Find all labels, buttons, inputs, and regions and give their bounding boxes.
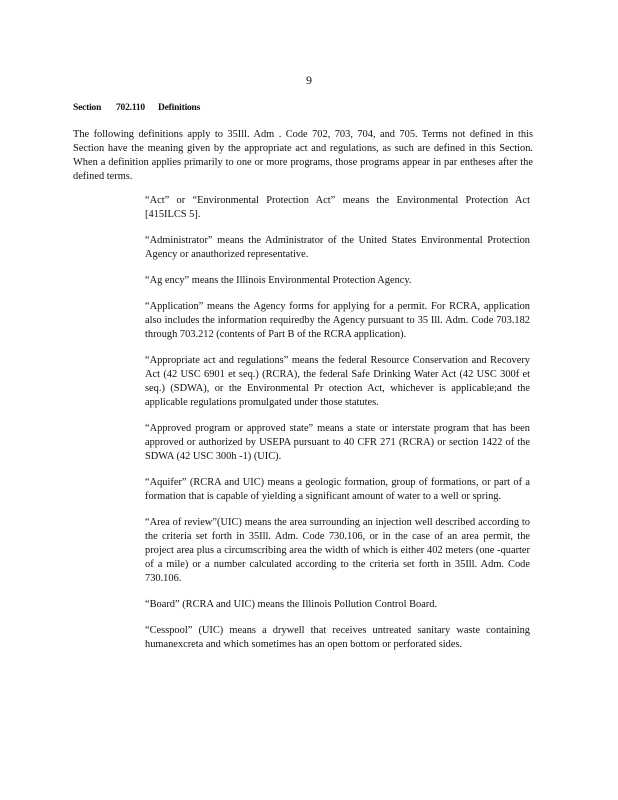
definition-cesspool: “Cesspool” (UIC) means a drywell that receives untreated sanitary waste containing humanexcreta and which sometimes has an open bottom or perforated sides. xyxy=(145,625,530,650)
page-number: 9 xyxy=(306,73,312,87)
definition-approved-program: “Approved program or approved state” means a state or interstate program that has been approved or authorized by USEPA pursuant to 40 CFR 271 (RCRA) or section 1422 of the SDWA (42 USC 300h -1) (UIC). xyxy=(145,423,530,462)
intro-paragraph: The following definitions apply to 35Ill. Adm . Code 702, 703, 704, and 705. Terms not defined in this Section have the meaning given by the appropriate act and regulations, as such are defined in this Section. When a definition applies primarily to one or more programs, those programs appear in par entheses after the defined terms. xyxy=(73,129,533,182)
definition-agency: “Ag ency” means the Illinois Environmental Protection Agency. xyxy=(145,275,412,286)
definition-area-of-review: “Area of review”(UIC) means the area surrounding an injection well described according to the criteria set forth in 35Ill. Adm. Code 730.106, or in the case of an area permit, the project area plus a circumscribing area the width of which is either 402 meters (one -quarter of a mile) or a number calculated according to the criteria set forth in 35Ill. Adm. Code 730.106. xyxy=(145,517,530,584)
section-heading xyxy=(73,103,200,113)
section-number: 702.110 xyxy=(116,103,145,113)
definition-appropriate-act: “Appropriate act and regulations” means the federal Resource Conservation and Recovery Act (42 USC 6901 et seq.) (RCRA), the federal Safe Drinking Water Act (42 USC 300f et seq.) (SDWA), or the Environmental Pr otection Act, whichever is applicable;and the applicable regulations promulgated under those statutes. xyxy=(145,355,530,408)
definition-board: “Board” (RCRA and UIC) means the Illinois Pollution Control Board. xyxy=(145,599,438,610)
definitions-list xyxy=(145,194,530,664)
definition-aquifer: “Aquifer” (RCRA and UIC) means a geologic formation, group of formations, or part of a formation that is capable of yielding a significant amount of water to a well or spring. xyxy=(145,477,530,502)
definition-act: “Act” or “Environmental Protection Act” means the Environmental Protection Act [415ILCS 5]. xyxy=(145,195,530,220)
definition-application: “Application” means the Agency forms for applying for a permit. For RCRA, application also includes the information requiredby the Agency pursuant to 35 Ill. Adm. Code 703.182 through 703.212 (contents of Part B of the RCRA application). xyxy=(145,301,530,340)
definition-administrator: “Administrator” means the Administrator of the United States Environmental Protection Agency or anauthorized representative. xyxy=(145,235,530,260)
section-label: Section xyxy=(73,103,102,113)
section-title: Definitions xyxy=(158,103,201,113)
